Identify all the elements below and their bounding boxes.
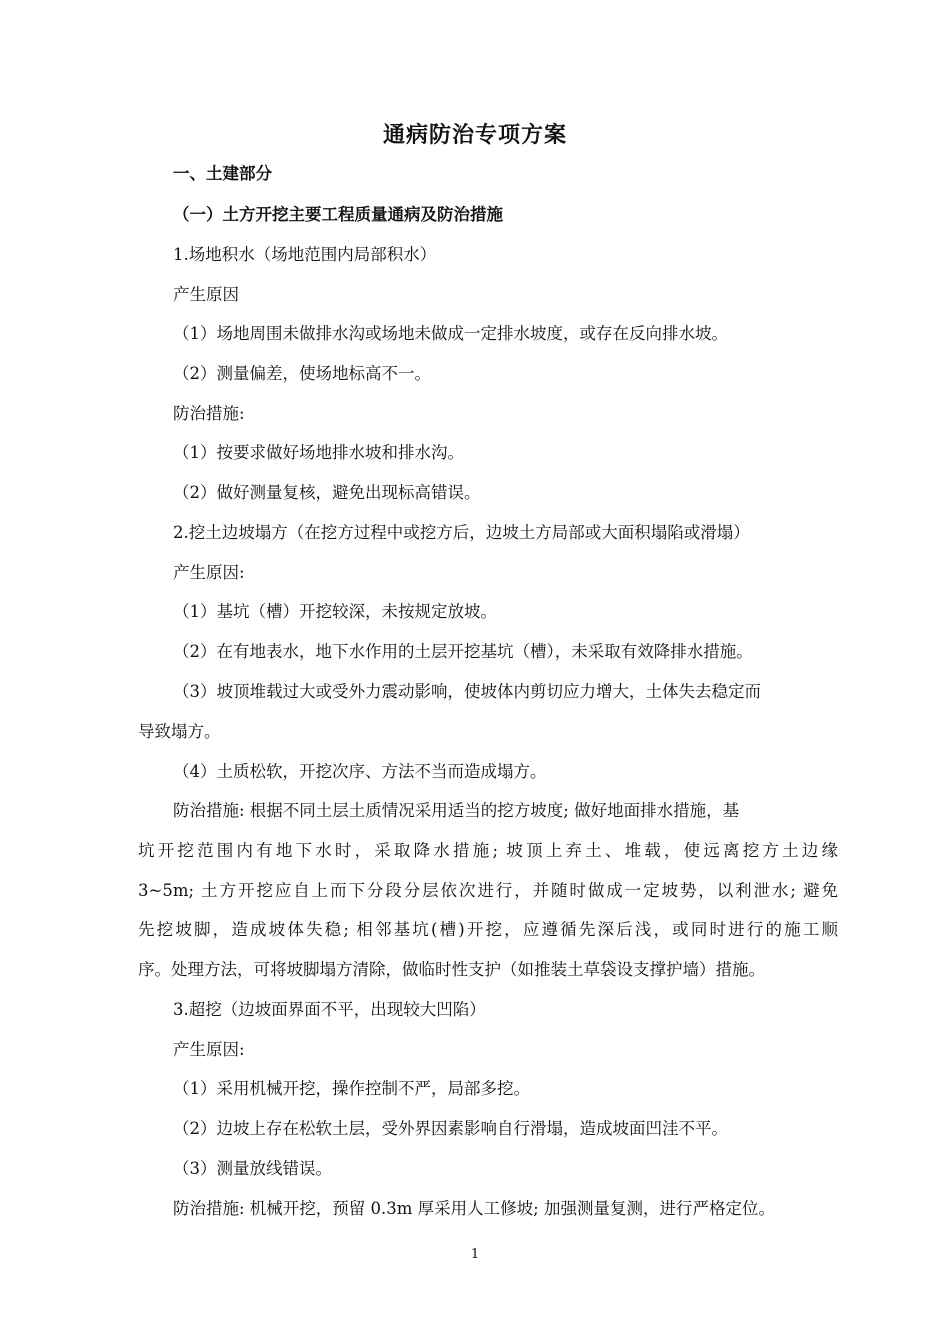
paragraph-line: 坑开挖范围内有地下水时，采取降水措施; 坡顶上弃土、堆载，使远离挖方土边缘 (138, 841, 838, 860)
paragraph-line: 先挖坡脚，造成坡体失稳; 相邻基坑(槽)开挖，应遵循先深后浅，或同时进行的施工顺 (138, 920, 838, 939)
paragraph-line: （3）测量放线错误。 (173, 1159, 332, 1178)
paragraph-line: （2）测量偏差，使场地标高不一。 (173, 364, 431, 383)
document-title: 通病防治专项方案 (382, 123, 567, 148)
paragraph-line: （1）基坑（槽）开挖较深，未按规定放坡。 (173, 602, 497, 621)
paragraph-line: 3.超挖（边坡面界面不平，出现较大凹陷） (173, 1000, 486, 1019)
paragraph-line: 防治措施: (173, 404, 245, 423)
paragraph-line: （2）边坡上存在松软土层，受外界因素影响自行滑塌，造成坡面凹洼不平。 (173, 1119, 728, 1138)
paragraph-line: （1）场地周围未做排水沟或场地未做成一定排水坡度，或存在反向排水坡。 (173, 324, 728, 343)
paragraph-line: （4）土质松软，开挖次序、方法不当而造成塌方。 (173, 762, 547, 781)
paragraph-line: 3~5m; 土方开挖应自上而下分段分层依次进行，并随时做成一定坡势，以利泄水; 避免 (138, 881, 838, 900)
paragraph-line: （2）做好测量复核，避免出现标高错误。 (173, 483, 481, 502)
paragraph-line: 1.场地积水（场地范围内局部积水） (173, 245, 437, 264)
paragraph-line: 产生原因: (173, 1040, 245, 1059)
subsection-heading: （一）土方开挖主要工程质量通病及防治措施 (173, 205, 503, 224)
paragraph-line: 序。处理方法，可将坡脚塌方清除，做临时性支护（如推装土草袋设支撑护墙）措施。 (138, 960, 765, 979)
paragraph-line: 产生原因: (173, 563, 245, 582)
paragraph-line: 2.挖土边坡塌方（在挖方过程中或挖方后，边坡土方局部或大面积塌陷或滑塌） (173, 523, 750, 542)
paragraph-line: （3）坡顶堆载过大或受外力震动影响，使坡体内剪切应力增大，土体失去稳定而 (173, 682, 761, 701)
page-number: 1 (470, 1247, 480, 1262)
paragraph-line: （1）按要求做好场地排水坡和排水沟。 (173, 443, 464, 462)
paragraph-line: 防治措施: 根据不同土层土质情况采用适当的挖方坡度; 做好地面排水措施，基 (173, 801, 740, 820)
paragraph-line: （2）在有地表水，地下水作用的土层开挖基坑（槽），未采取有效降排水措施。 (173, 642, 753, 661)
paragraph-line: 产生原因 (173, 285, 239, 304)
paragraph-line: 防治措施: 机械开挖，预留 0.3m 厚采用人工修坡; 加强测量复测，进行严格定位。 (173, 1199, 775, 1218)
paragraph-line: （1）采用机械开挖，操作控制不严，局部多挖。 (173, 1079, 530, 1098)
paragraph-line: 导致塌方。 (138, 722, 221, 741)
section-heading: 一、土建部分 (173, 164, 272, 183)
